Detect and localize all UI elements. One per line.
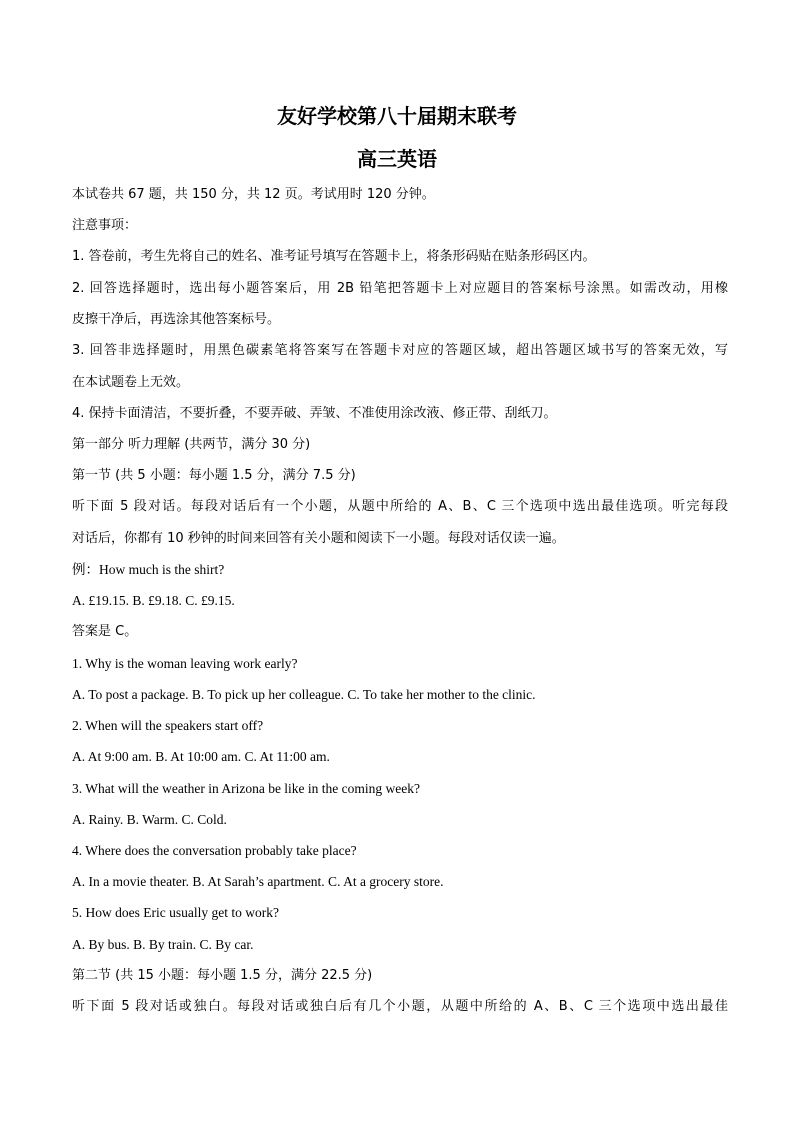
note-3-line-1: 3. 回答非选择题时，用黑色碳素笔将答案写在答题卡对应的答题区域，超出答题区域书写的答案无效，写 (72, 343, 728, 358)
note-2-line-2: 皮擦干净后，再选涂其他答案标号。 (72, 312, 281, 327)
exam-summary: 本试卷共 67 题，共 150 分，共 12 页。考试用时 120 分钟。 (72, 187, 435, 202)
question-2: 2. When will the speakers start off? (72, 718, 264, 733)
section1-instructions-line-2: 对话后，你都有 10 秒钟的时间来回答有关小题和阅读下一小题。每段对话仅读一遍。 (72, 531, 565, 546)
note-3-line-2: 在本试题卷上无效。 (72, 375, 190, 390)
example-options: A. £19.15. B. £9.18. C. £9.15. (72, 593, 235, 608)
part1-heading: 第一部分 听力理解 (共两节，满分 30 分) (72, 437, 311, 452)
question-2-options: A. At 9:00 am. B. At 10:00 am. C. At 11:00 am. (72, 749, 330, 764)
section1-heading: 第一节 (共 5 小题：每小题 1.5 分，满分 7.5 分) (72, 468, 356, 483)
question-1-options: A. To post a package. B. To pick up her colleague. C. To take her mother to the clinic. (72, 687, 536, 702)
note-1: 1. 答卷前，考生先将自己的姓名、准考证号填写在答题卡上，将条形码贴在贴条形码区内。 (72, 249, 596, 264)
note-2-line-1: 2. 回答选择题时，选出每小题答案后，用 2B 铅笔把答题卡上对应题目的答案标号涂黑。如需改动，用橡 (72, 281, 728, 296)
question-3: 3. What will the weather in Arizona be like in the coming week? (72, 781, 421, 796)
exam-title: 友好学校第八十届期末联考 (277, 104, 517, 128)
section1-instructions-line-1: 听下面 5 段对话。每段对话后有一个小题，从题中所给的 A、B、C 三个选项中选出最佳选项。听完每段 (72, 499, 728, 514)
section2-instructions-line-1: 听下面 5 段对话或独白。每段对话或独白后有几个小题，从题中所给的 A、B、C 三个选项中选出最佳 (72, 999, 728, 1014)
section2-heading: 第二节 (共 15 小题：每小题 1.5 分，满分 22.5 分) (72, 968, 373, 983)
question-4: 4. Where does the conversation probably take place? (72, 843, 357, 858)
note-4: 4. 保持卡面清洁，不要折叠，不要弄破、弄皱、不准使用涂改液、修正带、刮纸刀。 (72, 406, 557, 421)
question-5-options: A. By bus. B. By train. C. By car. (72, 937, 254, 952)
question-3-options: A. Rainy. B. Warm. C. Cold. (72, 812, 227, 827)
question-1: 1. Why is the woman leaving work early? (72, 656, 298, 671)
example-question: 例：How much is the shirt? (72, 562, 225, 577)
question-4-options: A. In a movie theater. B. At Sarah’s apartment. C. At a grocery store. (72, 874, 444, 889)
exam-subject: 高三英语 (357, 147, 437, 171)
notes-heading: 注意事项： (72, 218, 138, 233)
question-5: 5. How does Eric usually get to work? (72, 905, 279, 920)
example-answer: 答案是 C。 (72, 624, 138, 639)
